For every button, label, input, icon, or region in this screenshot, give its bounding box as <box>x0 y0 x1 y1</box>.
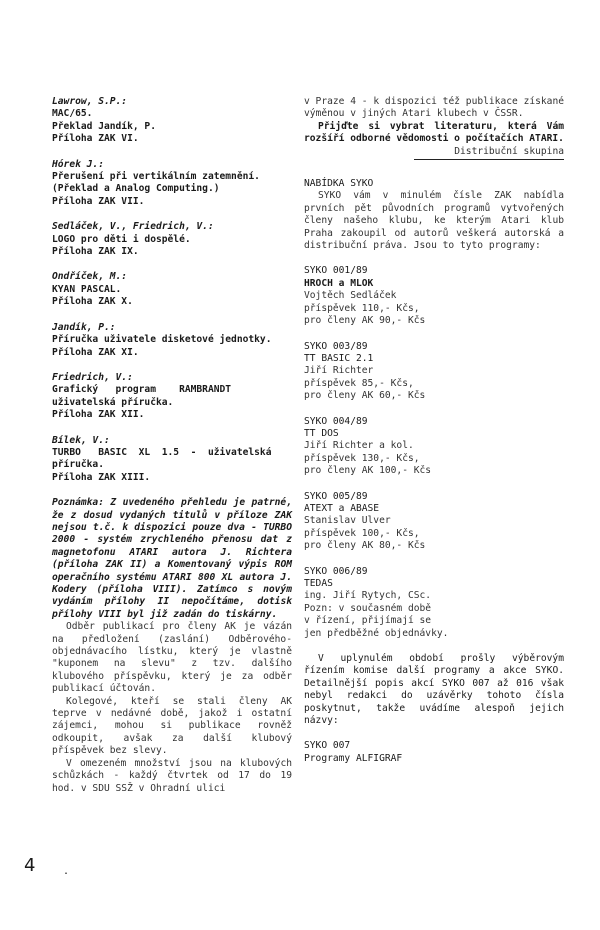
paragraph-new-members: Kolegové, kteří se stali členy AK teprve v nedávné době, jakož i ostatní zájemci, mohou si publikace rovněž odkoupit, avšak za další klubový příspěvek bez slevy. <box>52 695 292 757</box>
entry-author: Friedrich, V.: <box>52 371 133 383</box>
entry-line: Grafický program RAMBRANDT <box>52 384 232 396</box>
entry-line: příručka. <box>52 459 104 471</box>
program-entry <box>304 416 564 478</box>
program-line: pro členy AK 60,- Kčs <box>304 390 426 402</box>
program-line: ing. Jiří Rytych, CSc. <box>304 590 432 602</box>
print-speck: . <box>63 866 70 877</box>
program-name: ATEXT a ABASE <box>304 502 380 514</box>
program-entry <box>304 341 564 403</box>
entry-line: Příloha ZAK XI. <box>52 346 139 358</box>
program-name: HROCH a MLOK <box>304 277 374 289</box>
entry-line: (Překlad a Analog Computing.) <box>52 183 220 195</box>
program-code: SYKO 003/89 <box>304 340 368 352</box>
program-name: Programy ALFIGRAF <box>304 752 403 764</box>
offer-title: NABÍDKA SYKO <box>304 178 374 190</box>
program-line: Stanislav Ulver <box>304 515 391 527</box>
invitation-paragraph: Přijďte si vybrat literaturu, která Vám rozšíří odborné vědomosti o počítačích ATARI. <box>304 120 564 145</box>
program-line: Vojtěch Sedláček <box>304 290 397 302</box>
program-code: SYKO 004/89 <box>304 415 368 427</box>
entry-line: Příloha ZAK IX. <box>52 246 139 258</box>
entry-line: Přerušení při vertikálním zatemnění. <box>52 171 260 183</box>
entry-line: Příloha ZAK VII. <box>52 195 145 207</box>
entry-line: KYAN PASCAL. <box>52 283 122 295</box>
program-entry <box>304 265 564 327</box>
program-line: pro členy AK 80,- Kčs <box>304 540 426 552</box>
entry-author: Hórek J.: <box>52 158 104 170</box>
program-line: v řízení, přijímají se <box>304 615 432 627</box>
bibliography-entry <box>52 159 292 209</box>
program-code: SYKO 007 <box>304 740 351 752</box>
program-line: Pozn: v současném době <box>304 602 432 614</box>
right-column <box>304 96 564 765</box>
paragraph-availability: V omezeném množství jsou na klubových schůzkách - každý čtvrtek od 17 do 19 hod. v SDU SSŽ v Ohradní ulici <box>52 757 292 794</box>
entry-line: MAC/65. <box>52 108 93 120</box>
entry-author: Sedláček, V., Friedrich, V.: <box>52 221 214 233</box>
program-entry <box>304 491 564 553</box>
program-code: SYKO 006/89 <box>304 565 368 577</box>
program-line: příspěvek 100,- Kčs, <box>304 527 420 539</box>
entry-author: Lawrow, S.P.: <box>52 96 128 107</box>
note-paragraph: Poznámka: Z uvedeného přehledu je patrné, že z dosud vydaných titulů v příloze ZAK nejsou t.č. k dispozici pouze dva - TURBO 2000 - systém zrychleného přenosu dat z magnetofonu ATARI autora J. Richtera (příloha ZAK II) a Komentovaný výpis ROM operačního systému ATARI 800 XL autora J. Kodery (příloha VIII). Zatímco s novým vydáním přílohy II nepočítáme, dotisk přílohy VIII byl již zadán do tiskárny. <box>52 497 292 620</box>
program-line: Jiří Richter a kol. <box>304 440 414 452</box>
program-line: pro členy AK 90,- Kčs <box>304 315 426 327</box>
paragraph-subscription: Odběr publikací pro členy AK je vázán na předložení (zaslání) Odběrového-objednávacího lístku, který je vlastně "kuponem na slevu" z tzv. dalšího klubového příspěvku, který je za odběr publikací účtován. <box>52 621 292 695</box>
program-line: příspěvek 110,- Kčs, <box>304 302 420 314</box>
bibliography-entry <box>52 372 292 422</box>
entry-line: Příručka uživatele disketové jednotky. <box>52 334 272 346</box>
program-line: příspěvek 130,- Kčs, <box>304 452 420 464</box>
entry-line: TURBO BASIC XL 1.5 - uživatelská <box>52 446 272 458</box>
paragraph-continued: v Praze 4 - k dispozici též publikace získané výměnou v jiných Atari klubech v ČSSR. <box>304 96 564 120</box>
entry-line: Příloha ZAK VI. <box>52 133 139 145</box>
entry-line: Příloha ZAK XII. <box>52 409 145 421</box>
entry-author: Bílek, V.: <box>52 434 110 446</box>
program-name: TEDAS <box>304 578 333 589</box>
entry-line: Příloha ZAK XIII. <box>52 471 151 483</box>
program-name: TT DOS <box>304 427 339 439</box>
entry-author: Jandík, P.: <box>52 321 116 333</box>
bibliography-entry <box>52 221 292 258</box>
program-code: SYKO 001/89 <box>304 265 368 277</box>
entry-line: LOGO pro děti i dospělé. <box>52 233 191 245</box>
divider-rule <box>414 159 564 160</box>
program-line: jen předběžné objednávky. <box>304 627 449 639</box>
left-column <box>52 96 292 795</box>
program-name: TT BASIC 2.1 <box>304 352 374 364</box>
offer-intro: SYKO vám v minulém čísle ZAK nabídla prvních pět původních programů vytvořených členy našeho klubu, ke kterým Atari klub Praha zakoupil od autorů veškerá autorská a distribuční práva. Jsou to tyto programy: <box>304 190 564 252</box>
entry-author: Ondříček, M.: <box>52 271 128 283</box>
program-line: pro členy AK 100,- Kčs <box>304 465 432 477</box>
program-entry <box>304 566 564 640</box>
page-number: 4 <box>24 855 36 876</box>
bibliography-entry <box>52 435 292 485</box>
entry-line: uživatelská příručka. <box>52 396 174 408</box>
program-line: Jiří Richter <box>304 365 374 377</box>
bibliography-entry <box>52 96 292 146</box>
program-line: příspěvek 85,- Kčs, <box>304 377 414 389</box>
program-code: SYKO 005/89 <box>304 490 368 502</box>
entry-line: Překlad Jandík, P. <box>52 120 156 132</box>
closing-paragraph: V uplynulém období prošly výběrovým řízením komise další programy a akce SYKO. Detailnější popis akcí SYKO 007 až 016 však nebyl redakci do uzávěrky tohoto čísla poskytnut, takže uvádíme alespoň jejich názvy: <box>304 653 564 727</box>
signature: Distribuční skupina <box>454 145 564 157</box>
bibliography-entry <box>52 271 292 308</box>
bibliography-entry <box>52 322 292 359</box>
entry-line: Příloha ZAK X. <box>52 296 133 308</box>
